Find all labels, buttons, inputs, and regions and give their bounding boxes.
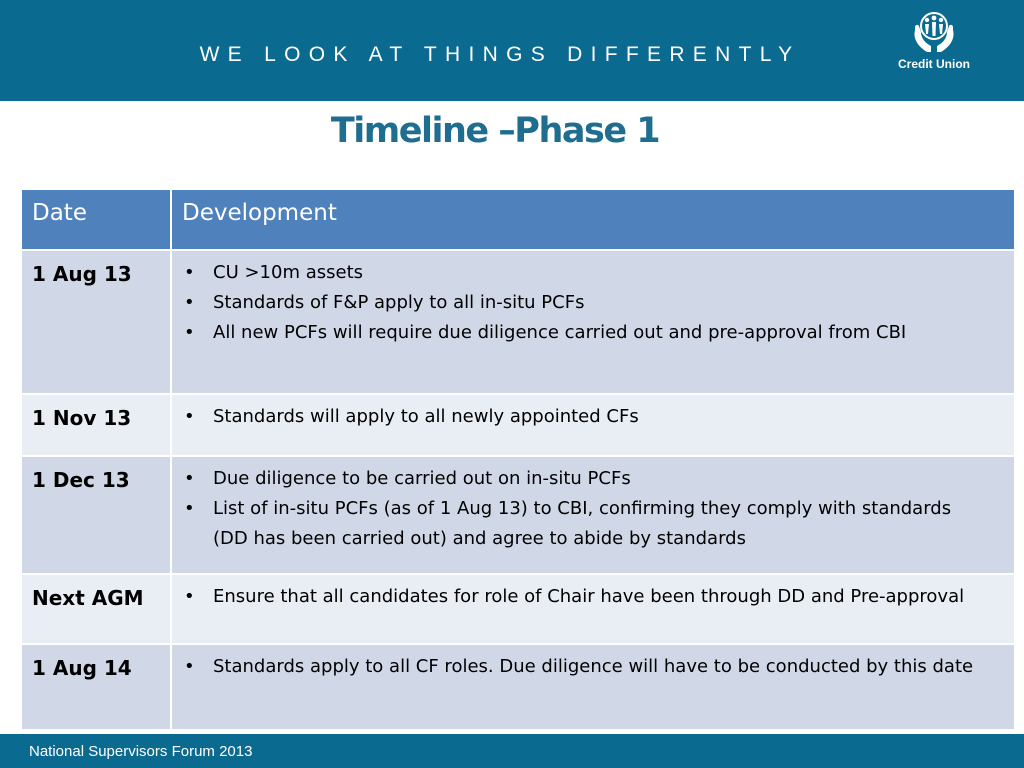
- development-cell: [171, 456, 1015, 574]
- table-body: [21, 250, 1015, 730]
- table-row: [21, 574, 1015, 644]
- list-item: [182, 258, 988, 288]
- date-cell: 1 Nov 13: [21, 394, 171, 456]
- list-item-text: List of in-situ PCFs (as of 1 Aug 13) to CBI, confirming they comply with standards (DD has been carried out) and agree to abide by standards: [213, 498, 952, 549]
- table-row: [21, 394, 1015, 456]
- timeline-table: [20, 188, 1016, 731]
- table-row: [21, 250, 1015, 394]
- footer-text: National Supervisors Forum 2013: [29, 743, 253, 760]
- development-cell: [171, 394, 1015, 456]
- list-item: [182, 318, 988, 348]
- development-cell: [171, 574, 1015, 644]
- bullet-list: [182, 258, 988, 348]
- list-item: [182, 402, 988, 432]
- list-item-text: All new PCFs will require due diligence carried out and pre-approval from CBI: [213, 322, 907, 343]
- date-cell: 1 Aug 13: [21, 250, 171, 394]
- table-row: [21, 644, 1015, 730]
- table-row: [21, 456, 1015, 574]
- tagline: WE LOOK AT THINGS DIFFERENTLY: [199, 43, 801, 66]
- credit-union-logo-icon: [909, 10, 959, 56]
- logo-text: Credit Union: [898, 57, 970, 71]
- date-cell: 1 Dec 13: [21, 456, 171, 574]
- bullet-list: [182, 464, 988, 554]
- bullet-icon: •: [184, 262, 195, 283]
- development-cell: [171, 644, 1015, 730]
- development-cell: [171, 250, 1015, 394]
- list-item-text: Due diligence to be carried out on in-situ PCFs: [213, 468, 631, 489]
- bullet-icon: •: [184, 586, 195, 607]
- list-item-text: Standards of F&P apply to all in-situ PCFs: [213, 292, 585, 313]
- bullet-list: [182, 402, 988, 432]
- list-item-text: CU >10m assets: [213, 262, 364, 283]
- date-cell: Next AGM: [21, 574, 171, 644]
- list-item: [182, 652, 988, 682]
- credit-union-logo: [886, 10, 982, 74]
- bullet-icon: •: [184, 406, 195, 427]
- table-header-row: [21, 189, 1015, 250]
- list-item-text: Ensure that all candidates for role of Chair have been through DD and Pre-approval: [213, 586, 965, 607]
- list-item: [182, 582, 988, 612]
- list-item: [182, 494, 988, 554]
- bullet-icon: •: [184, 498, 195, 519]
- bullet-list: [182, 652, 988, 682]
- list-item: [182, 288, 988, 318]
- bullet-icon: •: [184, 468, 195, 489]
- list-item: [182, 464, 988, 494]
- bullet-list: [182, 582, 988, 612]
- date-cell: 1 Aug 14: [21, 644, 171, 730]
- bullet-icon: •: [184, 656, 195, 677]
- slide-title: Timeline –Phase 1: [330, 111, 660, 151]
- list-item-text: Standards will apply to all newly appointed CFs: [213, 406, 639, 427]
- column-header-date: Date: [21, 189, 171, 250]
- bullet-icon: •: [184, 322, 195, 343]
- bullet-icon: •: [184, 292, 195, 313]
- list-item-text: Standards apply to all CF roles. Due diligence will have to be conducted by this date: [213, 656, 974, 677]
- column-header-development: Development: [171, 189, 1015, 250]
